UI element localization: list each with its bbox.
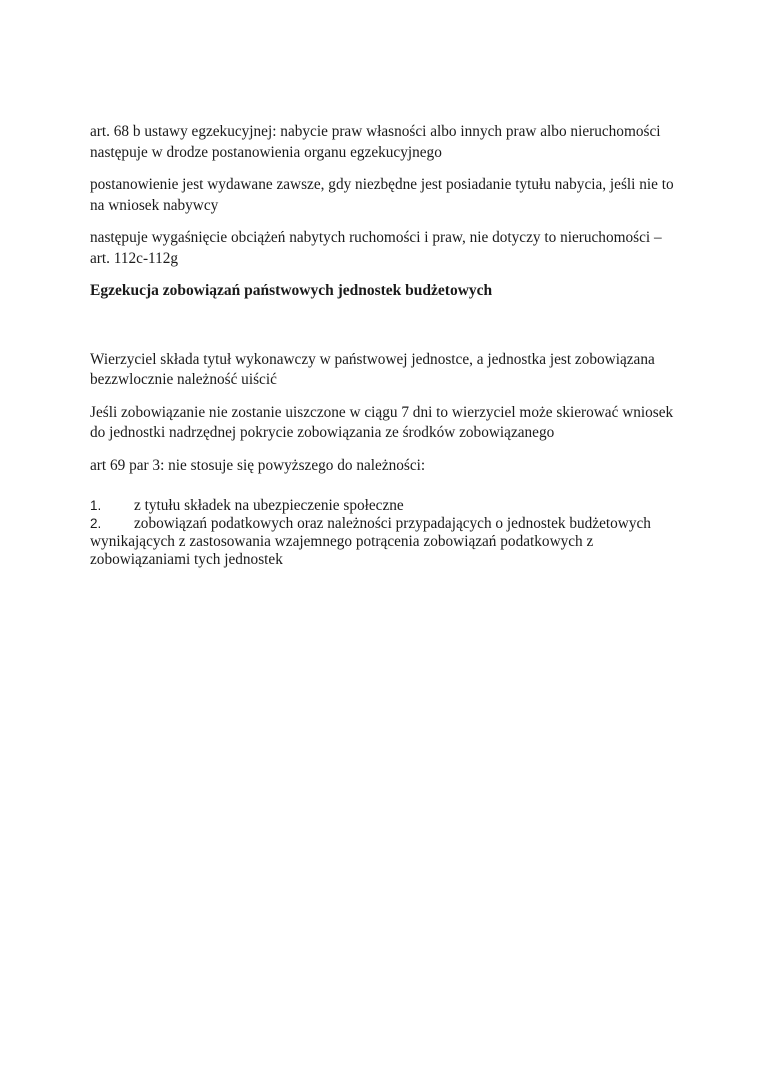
paragraph-jesli-zobowiazanie: Jeśli zobowiązanie nie zostanie uiszczone w ciągu 7 dni to wierzyciel może skierować wniosek do jednostki nadrzędnej pokrycie zobowiązania ze środków zobowiązanego bbox=[90, 403, 674, 441]
list-item-number: 1. bbox=[90, 498, 102, 513]
paragraph-postanowienie: postanowienie jest wydawane zawsze, gdy niezbędne jest posiadanie tytułu nabycia, jeśli nie to na wniosek nabywcy bbox=[90, 176, 674, 214]
section-heading: Egzekucja zobowiązań państwowych jednostek budżetowych bbox=[90, 282, 493, 299]
exceptions-list bbox=[90, 497, 680, 569]
list-item-text: zobowiązań podatkowych oraz należności przypadających o jednostek budżetowych wynikających z zastosowania wzajemnego potrącenia zobowiązań podatkowych z zobowiązaniami tych jednostek bbox=[90, 515, 651, 568]
paragraph-wygasniecie: następuje wygaśnięcie obciążeń nabytych ruchomości i praw, nie dotyczy to nieruchomości – art. 112c-112g bbox=[90, 229, 662, 267]
list-item bbox=[90, 497, 680, 515]
document-content bbox=[90, 122, 680, 569]
list-item bbox=[90, 515, 680, 569]
paragraph-art-68b: art. 68 b ustawy egzekucyjnej: nabycie praw własności albo innych praw albo nieruchomości następuje w drodze postanowienia organu egzekucyjnego bbox=[90, 123, 661, 161]
paragraph-art-69: art 69 par 3: nie stosuje się powyższego do należności: bbox=[90, 456, 426, 474]
paragraph-wierzyciel: Wierzyciel składa tytuł wykonawczy w państwowej jednostce, a jednostka jest zobowiązana bezzwlocznie należność uiścić bbox=[90, 350, 655, 388]
list-item-number: 2. bbox=[90, 516, 102, 531]
list-item-text: z tytułu składek na ubezpieczenie społeczne bbox=[134, 497, 404, 514]
